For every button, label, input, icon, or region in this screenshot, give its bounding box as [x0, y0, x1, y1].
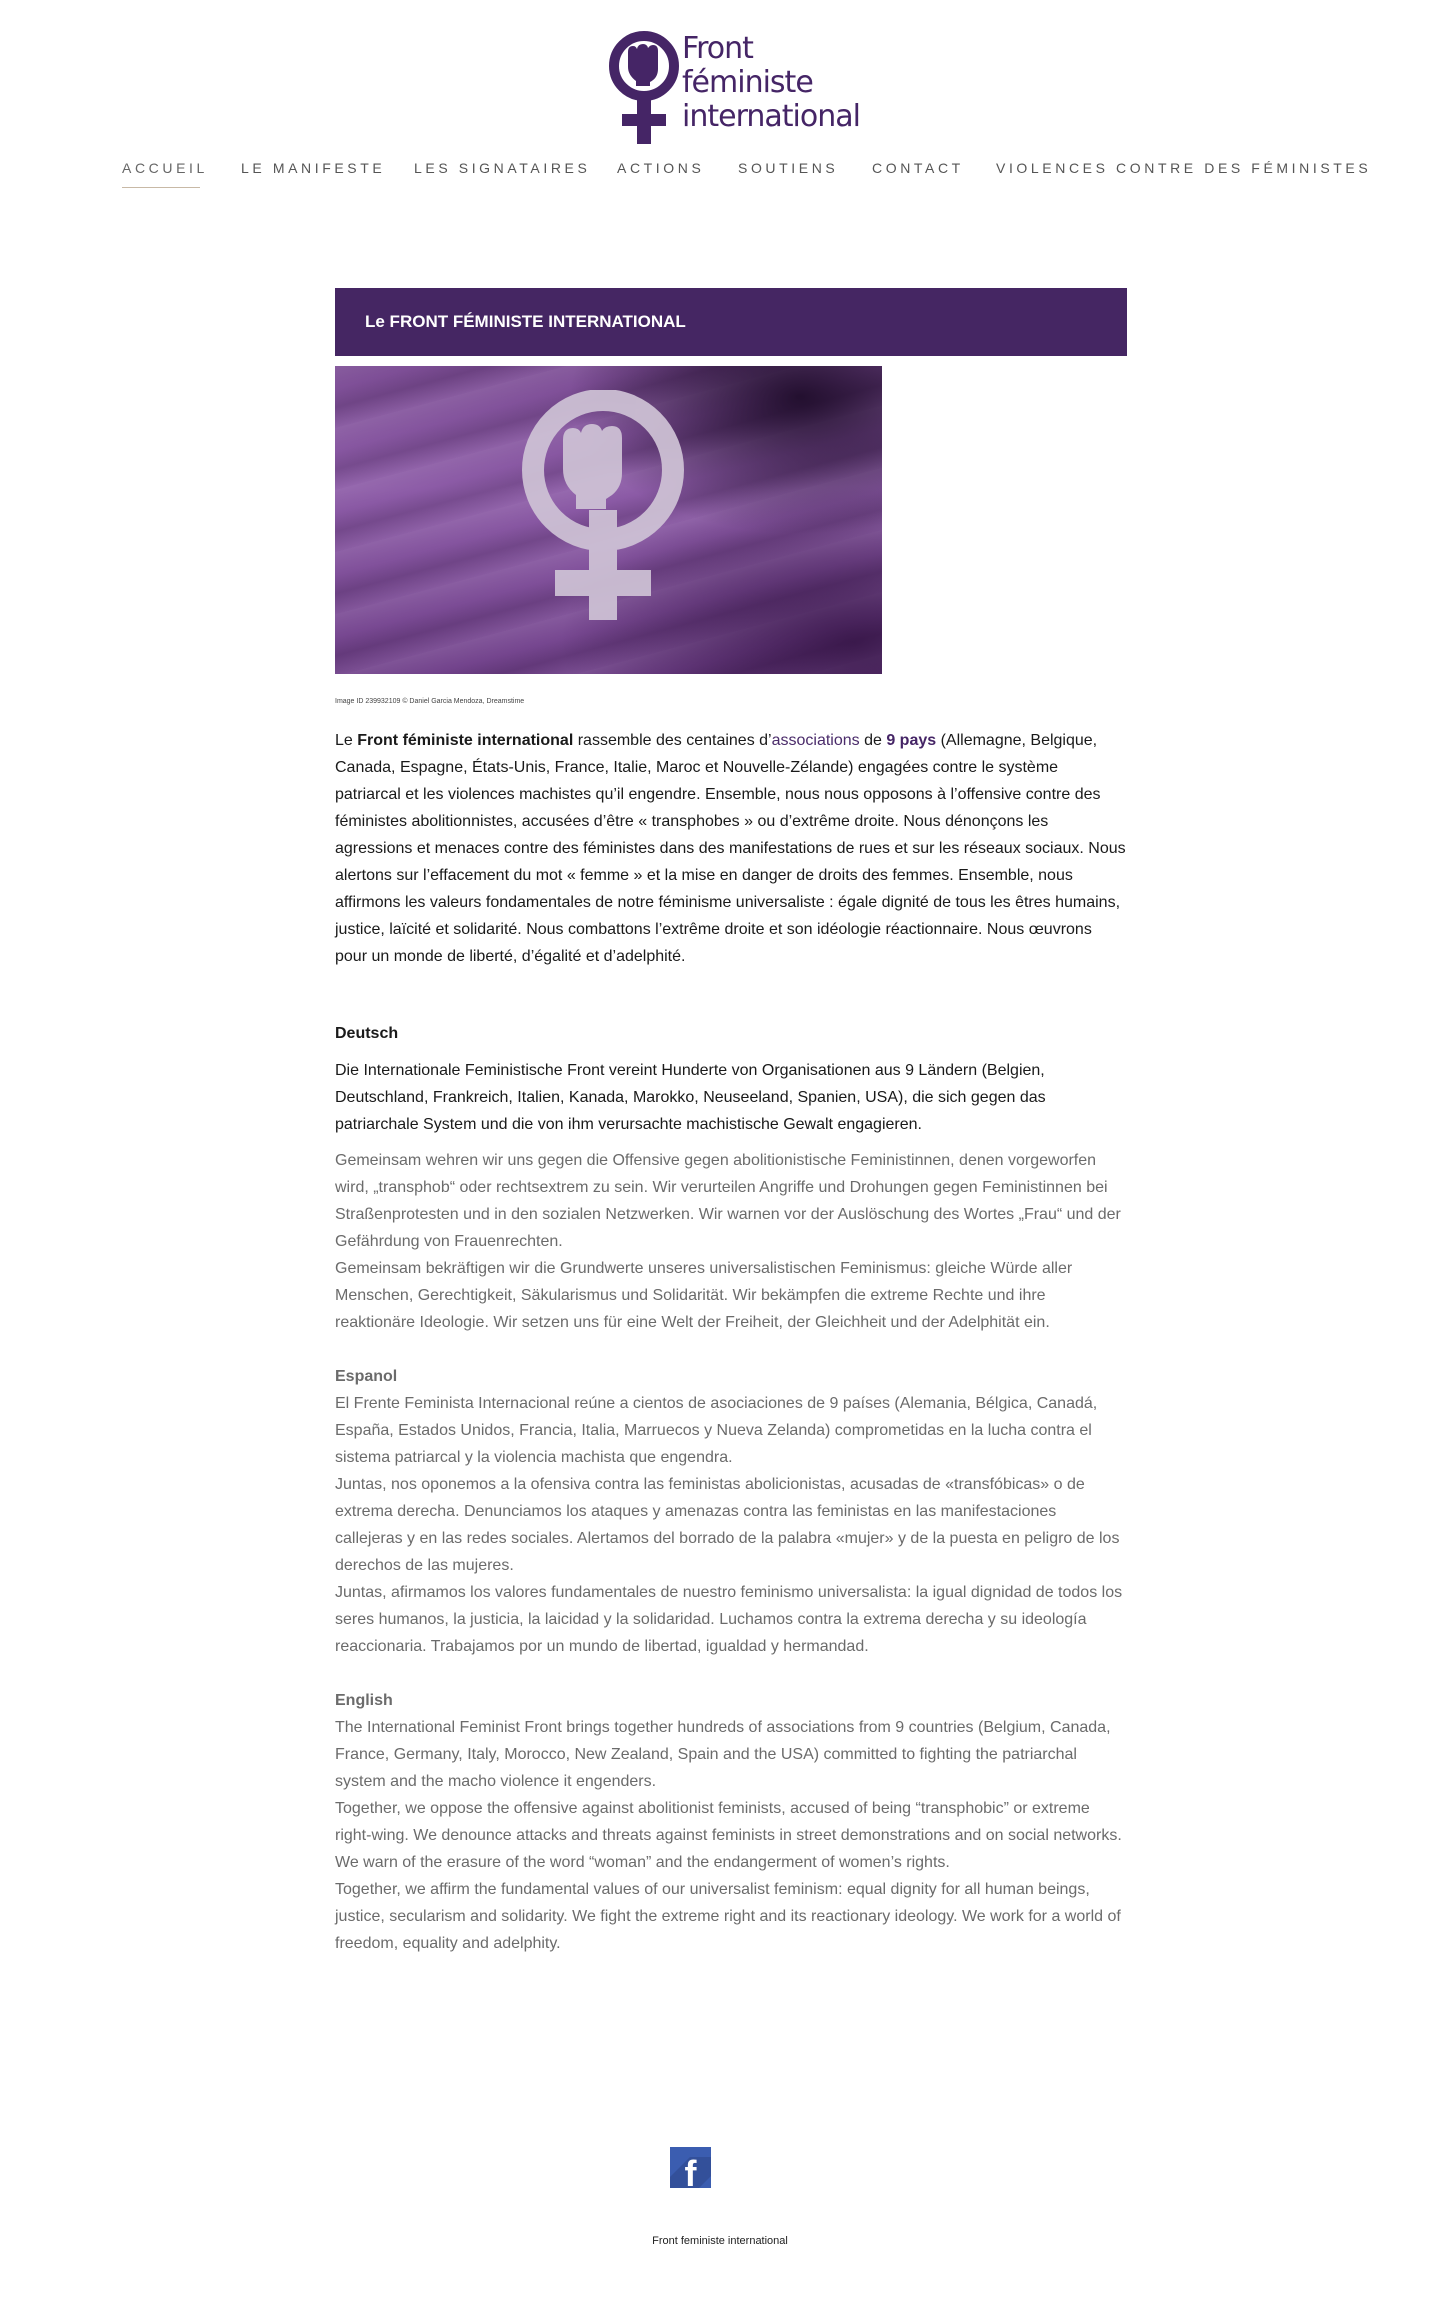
english-paragraph-1: The International Feminist Front brings together hundreds of associations from 9 countries (Belgium, Canada, France, Germany, Italy, Morocco, New Zealand, Spain and the USA) committed to fighting the patriarchal system and the macho violence it engenders. [335, 1719, 1111, 1790]
nav-item-soutiens[interactable]: SOUTIENS [738, 160, 839, 176]
facebook-glyph: f [684, 2153, 697, 2188]
hero-image [335, 366, 882, 674]
logo-text [682, 32, 860, 134]
site-logo[interactable] [608, 30, 858, 148]
page-title: Le FRONT FÉMINISTE INTERNATIONAL [365, 312, 686, 331]
nav-item-le-manifeste[interactable]: LE MANIFESTE [241, 160, 386, 176]
main-content [335, 288, 1127, 1957]
org-name: Front féministe international [357, 732, 574, 749]
intro-mid: rassemble des centaines d’ [573, 732, 772, 749]
english-paragraph-2: Together, we oppose the offensive against abolitionist feminists, accused of being “transphobic” or extreme right-wing. We denounce attacks and threats against feminists in street demonstrations and on social networks. We warn of the erasure of the word “woman” and the endangerment of women’s rights. [335, 1800, 1122, 1871]
intro-paragraph-fr [335, 727, 1127, 970]
english-paragraph-3: Together, we affirm the fundamental values of our universalist feminism: equal dignity for all human beings, justice, secularism and solidarity. We fight the extreme right and its reactionary ideology. We work for a world of freedom, equality and adelphity. [335, 1881, 1121, 1952]
intro-prefix: Le [335, 732, 358, 749]
espanol-block [335, 1390, 1127, 1660]
countries-count: 9 pays [886, 732, 937, 749]
nav-item-accueil[interactable]: ACCUEIL [122, 160, 208, 176]
heading-english: English [335, 1692, 393, 1709]
deutsch-paragraph-2-3 [335, 1147, 1127, 1336]
feminist-fist-venus-icon [513, 390, 693, 660]
espanol-paragraph-1: El Frente Feminista Internacional reúne a cientos de asociaciones de 9 países (Alemania, Bélgica, Canadá, España, Estados Unidos, Francia, Italia, Marruecos y Nueva Zelanda) comprometidas en la lucha contra el sistema patriarcal y la violencia machista que engendra. [335, 1395, 1098, 1466]
deutsch-paragraph-2: Gemeinsam wehren wir uns gegen die Offensive gegen abolitionistische Feministinnen, denen vorgeworfen wird, „transphob“ oder rechtsextrem zu sein. Wir verurteilen Angriffe und Drohungen gegen Feministinnen bei Straßenprotesten und in den sozialen Netzwerken. Wir warnen vor der Auslöschung des Wortes „Frau“ und der Gefährdung von Frauenrechten. [335, 1152, 1121, 1250]
english-block [335, 1714, 1127, 1957]
image-caption: Image ID 239932109 © Daniel Garcia Mendoza, Dreamstime [335, 698, 525, 705]
heading-espanol: Espanol [335, 1368, 398, 1385]
logo-line-1: Front [682, 31, 753, 66]
intro-rest: (Allemagne, Belgique, Canada, Espagne, États-Unis, France, Italie, Maroc et Nouvelle-Zélande) engagées contre le système patriarcal et les violences machistes qu’il engendre. Ensemble, nous nous opposons à l’offensive contre des féministes abolitionnistes, accusées d’être « transphobes » ou d’extrême droite. Nous dénonçons les agressions et menaces contre des féministes dans des manifestations de rues et sur les réseaux sociaux. Nous alertons sur l’effacement du mot « femme » et la mise en danger de droits des femmes. Ensemble, nous affirmons les valeurs fondamentales de notre féminisme universaliste : égale dignité de tous les êtres humains, justice, laïcité et solidarité. Nous combattons l’extrême droite et son idéologie réactionnaire. Nous œuvrons pour un monde de liberté, d’égalité et d’adelphité. [335, 732, 1126, 965]
site-header [0, 0, 1440, 260]
feminist-fist-venus-icon [608, 30, 680, 146]
intro-de: de [859, 732, 887, 749]
nav-item-violences[interactable]: VIOLENCES CONTRE DES FÉMINISTES [996, 160, 1372, 176]
active-nav-underline [122, 187, 200, 188]
logo-line-2: féministe [682, 65, 813, 100]
nav-item-actions[interactable]: ACTIONS [617, 160, 705, 176]
espanol-paragraph-2: Juntas, nos oponemos a la ofensiva contra las feministas abolicionistas, acusadas de «transfóbicas» o de extrema derecha. Denunciamos los ataques y amenazas contra las feministas en las manifestaciones callejeras y en las redes sociales. Alertamos del borrado de la palabra «mujer» y de la puesta en peligro de los derechos de las mujeres. [335, 1476, 1120, 1574]
heading-deutsch: Deutsch [335, 1025, 399, 1042]
title-banner [335, 288, 1127, 356]
espanol-paragraph-3: Juntas, afirmamos los valores fundamentales de nuestro feminismo universalista: la igual dignidad de todos los seres humanos, la justicia, la laicidad y la solidaridad. Luchamos contra la extrema derecha y su ideología reaccionaria. Trabajamos por un mundo de libertad, igualdad y hermandad. [335, 1584, 1123, 1655]
nav-item-les-signataires[interactable]: LES SIGNATAIRES [414, 160, 591, 176]
nav-item-contact[interactable]: CONTACT [872, 160, 964, 176]
facebook-icon[interactable] [670, 2147, 711, 2188]
deutsch-paragraph-1: Die Internationale Feministische Front vereint Hunderte von Organisationen aus 9 Ländern (Belgien, Deutschland, Frankreich, Italien, Kanada, Marokko, Neuseeland, Spanien, USA), die sich gegen das patriarchale System und die von ihm verursachte machistische Gewalt engagieren. [335, 1062, 1046, 1133]
deutsch-paragraph-3: Gemeinsam bekräftigen wir die Grundwerte unseres universalistischen Feminismus: gleiche Würde aller Menschen, Gerechtigkeit, Säkularismus und Solidarität. Wir bekämpfen die extreme Rechte und ihre reaktionäre Ideologie. Wir setzen uns für eine Welt der Freiheit, der Gleichheit und der Adelphität ein. [335, 1260, 1073, 1331]
footer-text: Front feministe international [652, 2235, 788, 2247]
logo-line-3: international [682, 99, 860, 134]
associations-link[interactable]: associations [771, 732, 860, 749]
